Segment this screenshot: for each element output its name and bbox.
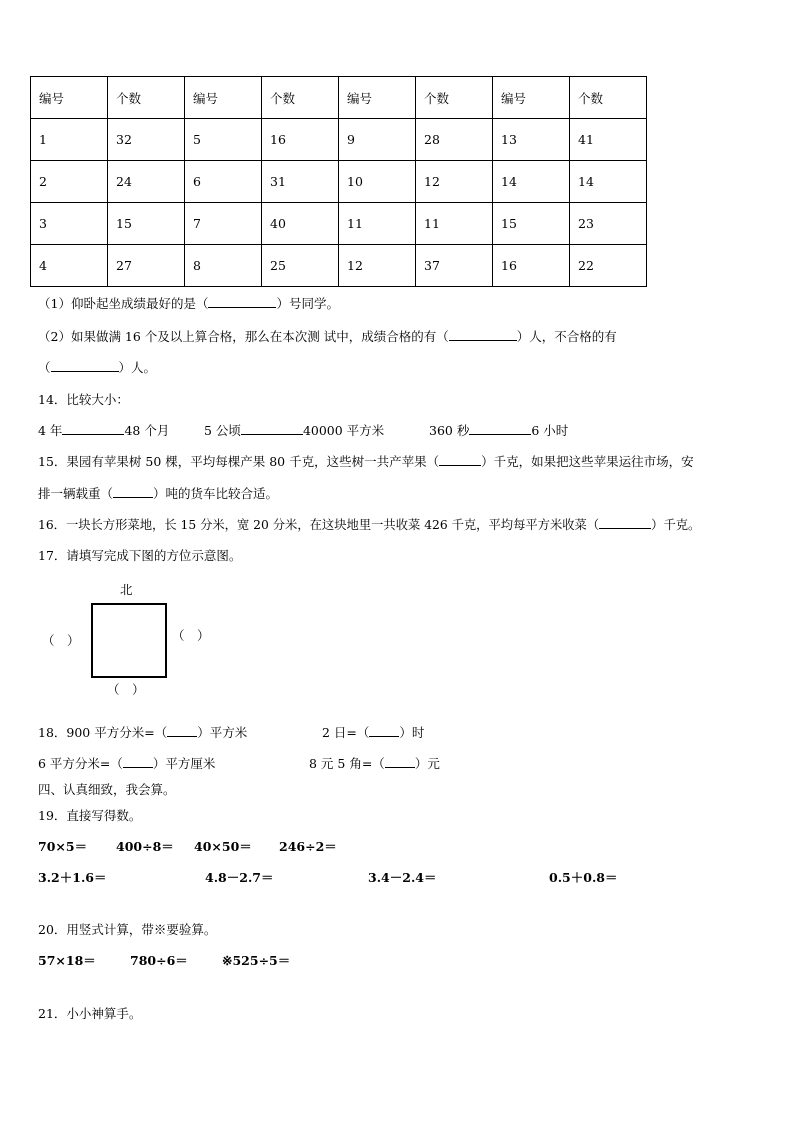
answer-blank[interactable] — [51, 371, 119, 372]
q19-title: 19．直接写得数。 — [38, 808, 142, 823]
calc-item: 400÷8＝ — [116, 839, 174, 854]
table-cell: 41 — [570, 119, 647, 161]
table-cell: 16 — [493, 245, 570, 287]
header-cell: 个数 — [570, 77, 647, 119]
table-cell: 13 — [493, 119, 570, 161]
direction-diagram-box — [91, 603, 167, 678]
answer-blank[interactable] — [369, 736, 399, 737]
answer-blank[interactable] — [439, 465, 481, 466]
calc-item: 3.4－2.4＝ — [368, 870, 437, 885]
q13-part1 — [38, 294, 339, 312]
table-cell: 37 — [416, 245, 493, 287]
header-cell: 编号 — [339, 77, 416, 119]
table-cell: 6 — [185, 161, 262, 203]
q15-text: 15．果园有苹果树 50 棵，平均每棵产果 80 千克，这些树一共产苹果（ — [38, 454, 440, 469]
answer-blank[interactable] — [113, 497, 153, 498]
table-row — [31, 161, 647, 203]
q18-item-a — [38, 723, 247, 741]
q18-a-right: ）平方米 — [197, 725, 248, 740]
q15-line2 — [38, 484, 278, 502]
q17-title: 17．请填写完成下图的方位示意图。 — [38, 548, 242, 563]
table-cell: 14 — [570, 161, 647, 203]
table-cell: 8 — [185, 245, 262, 287]
q18-c-right: ）平方厘米 — [152, 756, 216, 771]
answer-blank[interactable] — [167, 736, 197, 737]
q18-a-left: 18．900 平方分米=（ — [38, 725, 168, 740]
q14-c-left: 360 秒 — [429, 423, 470, 438]
q16-text-end: ）千克。 — [651, 518, 701, 532]
q13-part2-text-end: ）人，不合格的有 — [516, 329, 617, 344]
calc-item: 246÷2＝ — [279, 839, 337, 854]
table-cell: 1 — [31, 119, 108, 161]
calc-item: 0.5＋0.8＝ — [549, 870, 618, 885]
table-cell: 5 — [185, 119, 262, 161]
table-cell: 3 — [31, 203, 108, 245]
q15-line2-text-end: ）吨的货车比较合适。 — [153, 486, 279, 501]
q14-a-right: 48 个月 — [124, 423, 170, 438]
table-row — [31, 245, 647, 287]
header-cell: 个数 — [416, 77, 493, 119]
q14-title: 14．比较大小： — [38, 392, 129, 407]
table-cell: 25 — [262, 245, 339, 287]
table-cell: 32 — [108, 119, 185, 161]
q20-title: 20．用竖式计算，带※要验算。 — [38, 922, 217, 937]
q18-b-right: ）时 — [399, 725, 425, 740]
table-cell: 10 — [339, 161, 416, 203]
answer-blank[interactable] — [449, 340, 517, 341]
direction-blank-west[interactable]: （ ） — [42, 633, 80, 648]
q13-part1-text: （1）仰卧起坐成绩最好的是（ — [38, 296, 209, 311]
q16-text: 16．一块长方形菜地，长 15 分米，宽 20 分米，在这块地里一共收菜 426 千克，平均每平方米收菜（ — [38, 518, 600, 532]
table-cell: 15 — [108, 203, 185, 245]
table-cell: 22 — [570, 245, 647, 287]
calc-item: 70×5＝ — [38, 839, 88, 854]
table-row — [31, 119, 647, 161]
q13-part1-text-end: ）号同学。 — [276, 296, 339, 311]
q14-item-b — [204, 421, 384, 439]
table-cell: 2 — [31, 161, 108, 203]
vertical-calc-item: 57×18＝ — [38, 953, 96, 968]
table-cell: 11 — [416, 203, 493, 245]
q15-line2-text: 排一辆载重（ — [38, 486, 114, 501]
q13-part2-cont-text-end: ）人。 — [118, 360, 157, 375]
vertical-calc-item: ※525÷5＝ — [222, 953, 291, 968]
answer-blank[interactable] — [208, 307, 276, 308]
q15-line1 — [38, 452, 694, 470]
q18-item-d — [309, 754, 440, 772]
q13-part2-cont-text: （ — [38, 360, 51, 375]
calc-item: 4.8－2.7＝ — [205, 870, 274, 885]
table-cell: 14 — [493, 161, 570, 203]
table-cell: 27 — [108, 245, 185, 287]
table-header-row — [31, 77, 647, 119]
header-cell: 个数 — [262, 77, 339, 119]
table-cell: 24 — [108, 161, 185, 203]
calc-item: 40×50＝ — [194, 839, 252, 854]
table-cell: 16 — [262, 119, 339, 161]
header-cell: 编号 — [185, 77, 262, 119]
q13-part2 — [38, 327, 617, 345]
section-heading: 四、认真细致，我会算。 — [38, 782, 176, 797]
q16 — [38, 515, 700, 533]
q13-part2-cont — [38, 358, 156, 376]
q18-c-left: 6 平方分米=（ — [38, 756, 123, 771]
score-table — [30, 76, 647, 287]
table-cell: 40 — [262, 203, 339, 245]
direction-blank-east[interactable]: （ ） — [172, 628, 210, 643]
q21-title: 21．小小神算手。 — [38, 1006, 142, 1021]
answer-blank[interactable] — [385, 767, 415, 768]
table-cell: 4 — [31, 245, 108, 287]
table-cell: 9 — [339, 119, 416, 161]
table-cell: 12 — [416, 161, 493, 203]
q18-b-left: 2 日=（ — [322, 725, 370, 740]
q15-text-cont: ）千克，如果把这些苹果运往市场，安 — [481, 454, 694, 469]
table-cell: 15 — [493, 203, 570, 245]
header-cell: 编号 — [31, 77, 108, 119]
header-cell: 编号 — [493, 77, 570, 119]
q13-part2-text: （2）如果做满 16 个及以上算合格，那么在本次测 试中，成绩合格的有（ — [38, 329, 449, 344]
q14-c-right: 6 小时 — [531, 423, 569, 438]
q18-item-c — [38, 754, 215, 772]
q14-item-c — [429, 421, 568, 439]
q14-b-right: 40000 平方米 — [302, 423, 385, 438]
header-cell: 个数 — [108, 77, 185, 119]
table-cell: 12 — [339, 245, 416, 287]
calc-item: 3.2＋1.6＝ — [38, 870, 107, 885]
table-cell: 28 — [416, 119, 493, 161]
vertical-calc-item: 780÷6＝ — [130, 953, 188, 968]
answer-blank[interactable] — [241, 434, 303, 435]
q14-b-left: 5 公顷 — [204, 423, 241, 438]
q18-item-b — [322, 723, 424, 741]
table-cell: 11 — [339, 203, 416, 245]
q14-a-left: 4 年 — [38, 423, 63, 438]
answer-blank[interactable] — [469, 434, 531, 435]
answer-blank[interactable] — [599, 528, 651, 529]
q18-d-right: ）元 — [414, 756, 440, 771]
answer-blank[interactable] — [123, 767, 153, 768]
q18-d-left: 8 元 5 角=（ — [309, 756, 385, 771]
north-label: 北 — [120, 582, 133, 597]
direction-blank-south[interactable]: （ ） — [107, 682, 145, 697]
table-cell: 23 — [570, 203, 647, 245]
table-cell: 7 — [185, 203, 262, 245]
table-cell: 31 — [262, 161, 339, 203]
answer-blank[interactable] — [62, 434, 124, 435]
table-row — [31, 203, 647, 245]
q14-item-a — [38, 421, 169, 439]
